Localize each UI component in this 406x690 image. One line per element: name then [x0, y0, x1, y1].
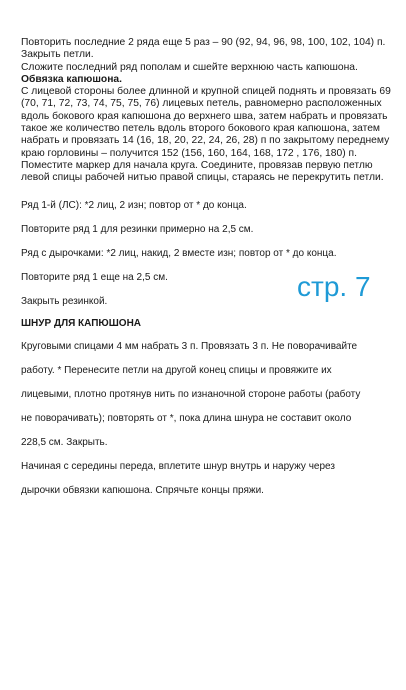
- instruction-eyelet-row: Ряд с дырочками: *2 лиц, накид, 2 вместе изн; повтор от * до конца.: [21, 248, 337, 259]
- cord-line-4: не поворачивать); повторять от *, пока длина шнура не составит около: [21, 413, 352, 424]
- section-heading-hood-edging: Обвязка капюшона.: [21, 73, 123, 85]
- cord-line-5: 228,5 см. Закрыть.: [21, 437, 108, 448]
- cord-line-1: Круговыми спицами 4 мм набрать 3 п. Провязать 3 п. Не поворачивайте: [21, 341, 358, 352]
- instruction-repeat-row-1: Повторите ряд 1 еще на 2,5 см.: [21, 272, 168, 283]
- cord-line-6: Начиная с середины переда, вплетите шнур внутрь и наружу через: [21, 461, 335, 472]
- cord-line-2: работу. * Перенесите петли на другой конец спицы и провяжите их: [21, 365, 332, 376]
- cord-line-3: лицевыми, плотно протянув нить по изнаночной стороне работы (работу: [21, 389, 361, 400]
- section-heading-cord: ШНУР ДЛЯ КАПЮШОНА: [21, 318, 142, 329]
- paragraph-place-marker: Поместите маркер для начала круга. Соедините, провязав первую петлю левой спицы рабочей нитью правой спицы, стараясь не перекрутить петли.: [21, 159, 384, 184]
- paragraph-sew-top: Сложите последний ряд пополам и сшейте верхнюю часть капюшона.: [21, 61, 358, 73]
- paragraph-repeat-rows: Повторить последние 2 ряда еще 5 раз – 90 (92, 94, 96, 98, 100, 102, 104) п. Закрыть петли.: [21, 37, 386, 61]
- page-number-label: стр. 7: [297, 271, 371, 302]
- pattern-intro: [21, 37, 399, 185]
- instruction-bind-off: Закрыть резинкой.: [21, 296, 108, 307]
- instruction-row-1: Ряд 1-й (ЛС): *2 лиц, 2 изн; повтор от * до конца.: [21, 200, 247, 211]
- instruction-repeat-rib: Повторите ряд 1 для резинки примерно на 2,5 см.: [21, 224, 254, 235]
- paragraph-pick-up-stitches: С лицевой стороны более длинной и крупной спицей поднять и провязать 69 (70, 71, 72, 73, 74, 75, 75, 76) лицевых петель, равномерно расположенных вдоль бокового края капюшона до верхнего шва, затем набрать и провязать такое же количество петель вдоль второго бокового края капюшона, затем набрать и провязать 14 (16, 18, 20, 22, 24, 26, 28) п по закрытому переднему краю горловины – получится 152 (156, 160, 164, 168, 172 , 176, 180) п.: [21, 86, 391, 159]
- cord-line-7: дырочки обвязки капюшона. Спрячьте концы пряжи.: [21, 485, 264, 496]
